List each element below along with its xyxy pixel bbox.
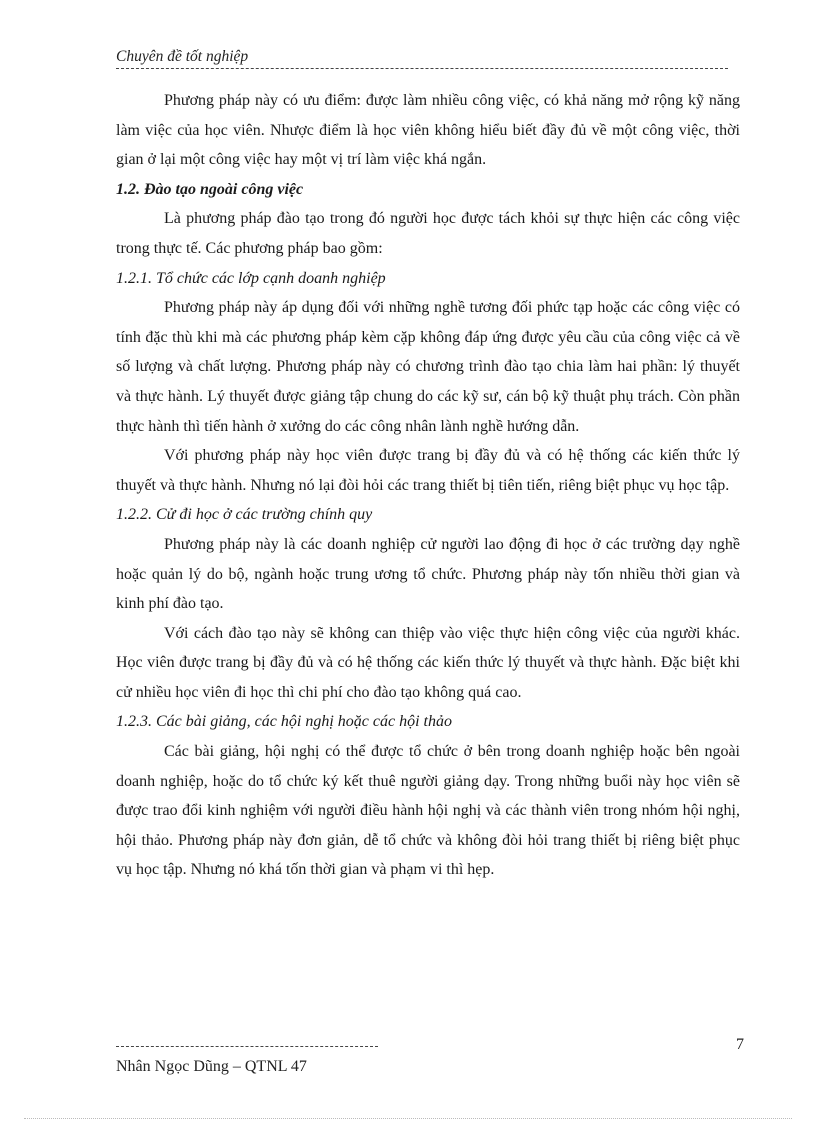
- paragraph: Với phương pháp này học viên được trang bị đầy đủ và có hệ thống các kiến thức lý thuyết và thực hành. Nhưng nó lại đòi hỏi các trang thiết bị tiên tiến, riêng biệt phục vụ học tập.: [116, 447, 740, 494]
- header-title: Chuyên đề tốt nghiệp: [116, 48, 249, 65]
- paragraph: Phương pháp này áp dụng đối với những nghề tương đối phức tạp hoặc các công việc có tính đặc thù khi mà các phương pháp kèm cặp không đáp ứng được yêu cầu của công việc cả về số lượng và chất lượng. Phương pháp này có chương trình đào tạo chia làm hai phần: lý thuyết và thực hành. Lý thuyết được giảng tập chung do các kỹ sư, cán bộ kỹ thuật phụ trách. Còn phần thực hành thì tiến hành ở xưởng do các công nhân lành nghề hướng dẫn.: [116, 299, 740, 435]
- header-divider: [116, 68, 728, 69]
- section-heading-1-2: 1.2. Đào tạo ngoài công việc: [116, 180, 304, 198]
- footer-divider: [116, 1046, 378, 1047]
- paragraph: Các bài giảng, hội nghị có thể được tổ chức ở bên trong doanh nghiệp hoặc bên ngoài doanh nghiệp, hoặc do tổ chức ký kết thuê người giảng dạy. Trong những buổi này học viên sẽ được trao đổi kinh nghiệm với người điều hành hội nghị và các thành viên trong nhóm hội nghị, hội thảo. Phương pháp này đơn giản, dễ tổ chức và không đòi hỏi trang thiết bị riêng biệt phục vụ học tập. Nhưng nó khá tốn thời gian và phạm vi thì hẹp.: [116, 743, 740, 879]
- footer-author: Nhân Ngọc Dũng – QTNL 47: [116, 1058, 307, 1075]
- page-number: 7: [736, 1036, 744, 1053]
- subsection-heading-1-2-2: 1.2.2. Cử đi học ở các trường chính quy: [116, 506, 373, 524]
- paragraph: Phương pháp này có ưu điểm: được làm nhiều công việc, có khả năng mở rộng kỹ năng làm việc của học viên. Nhược điểm là học viên không hiểu biết đầy đủ về một công việc, thời gian ở lại một công việc hay một vị trí làm việc khá ngắn.: [116, 92, 740, 169]
- subsection-heading-1-2-3: 1.2.3. Các bài giảng, các hội nghị hoặc các hội thảo: [116, 713, 452, 731]
- document-body: [116, 86, 740, 885]
- paragraph: Là phương pháp đào tạo trong đó người học được tách khỏi sự thực hiện các công việc trong thực tế. Các phương pháp bao gồm:: [116, 210, 740, 257]
- subsection-heading-1-2-1: 1.2.1. Tổ chức các lớp cạnh doanh nghiệp: [116, 269, 386, 287]
- paragraph: Với cách đào tạo này sẽ không can thiệp vào việc thực hiện công việc của người khác. Học viên được trang bị đầy đủ và có hệ thống các kiến thức lý thuyết và thực hành. Đặc biệt khi cử nhiều học viên đi học thì chi phí cho đào tạo không quá cao.: [116, 624, 740, 701]
- paragraph: Phương pháp này là các doanh nghiệp cử người lao động đi học ở các trường dạy nghề hoặc quản lý do bộ, ngành hoặc trung ương tổ chức. Phương pháp này tốn nhiều thời gian và kinh phí đào tạo.: [116, 535, 740, 613]
- page-bottom-border: [24, 1118, 792, 1119]
